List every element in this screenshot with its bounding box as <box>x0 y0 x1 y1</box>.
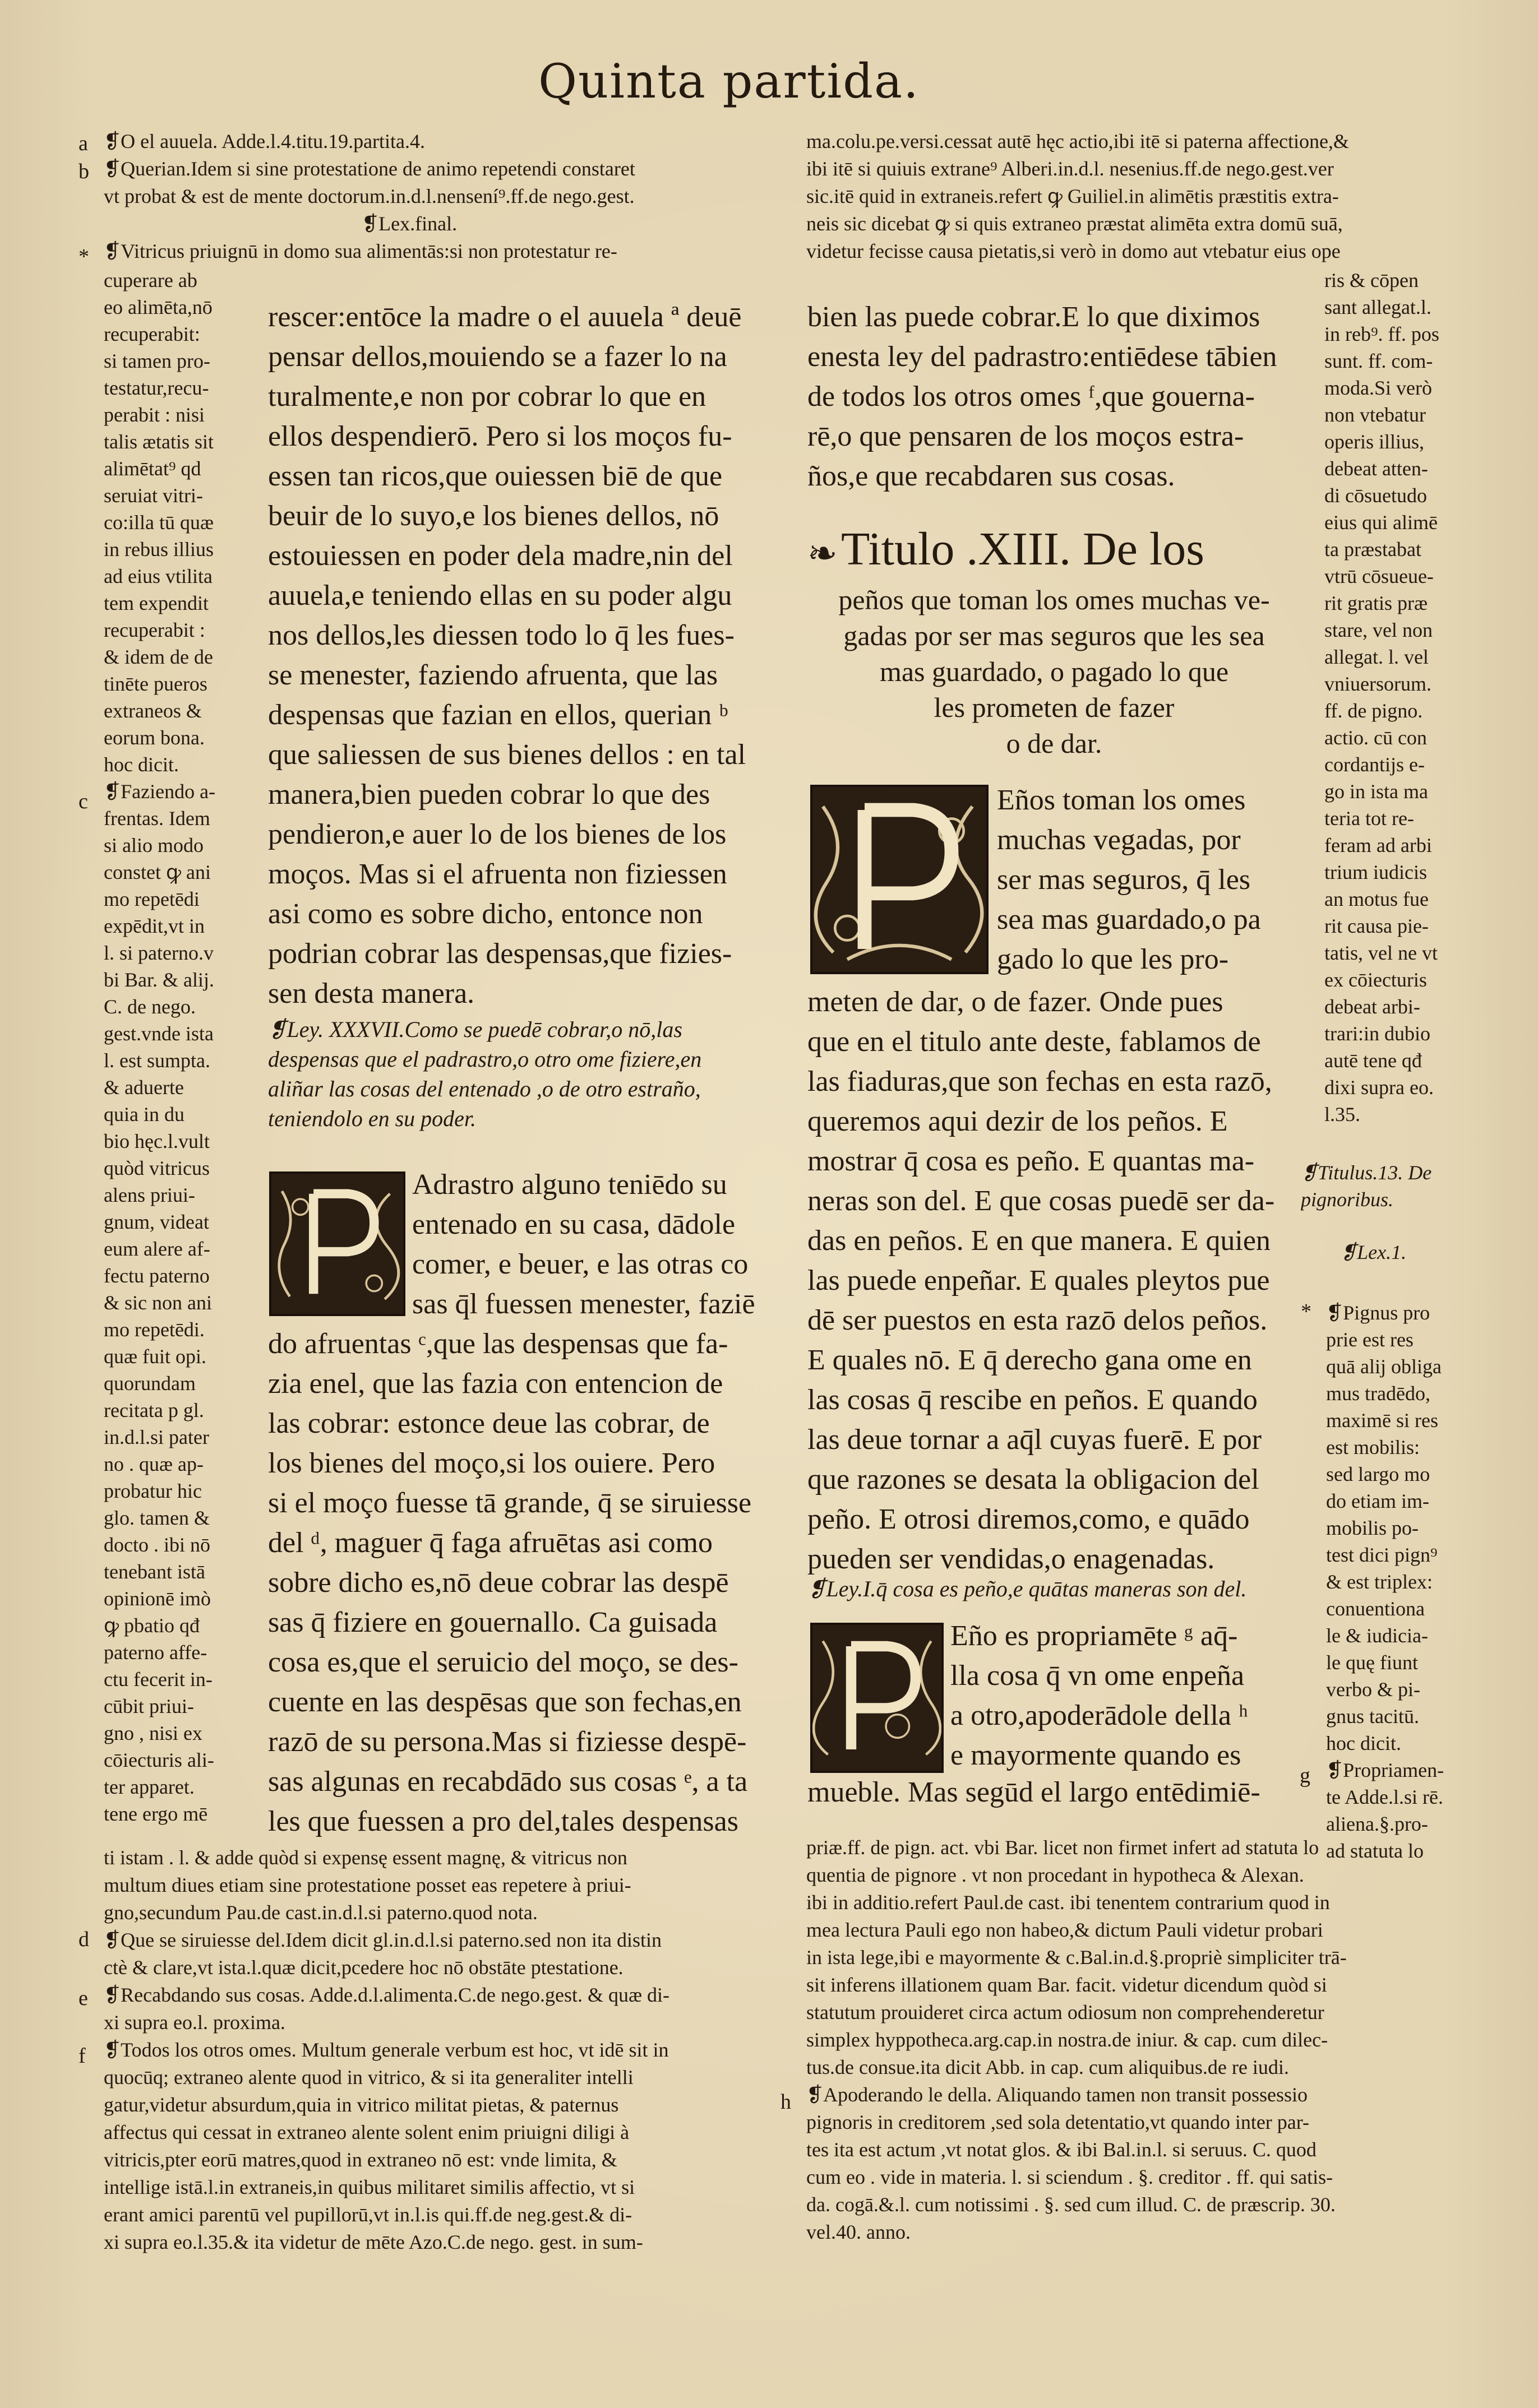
text-line: Eños toman los omes <box>997 784 1246 816</box>
text-line: las puede enpeñar. E quales pleytos pue <box>807 1265 1270 1296</box>
text-line: operis illius, <box>1324 430 1424 453</box>
text-line: test dici pign⁹ <box>1326 1544 1438 1566</box>
text-line: nos dellos,les diessen todo lo q̄ les fues- <box>268 619 735 651</box>
text-line: cōiecturis ali- <box>104 1749 214 1771</box>
text-line: tus.de consue.ita dicit Abb. in cap. cum aliquibus.de re iudi. <box>806 2056 1289 2078</box>
text-line: multum diues etiam sine protestatione posset eas repetere à priui- <box>104 1874 631 1896</box>
text-line: hoc dicit. <box>104 753 179 776</box>
text-line: E quales nō. E q̄ derecho gana ome en <box>807 1344 1252 1376</box>
text-line: ❡Faziendo a- <box>104 780 216 803</box>
text-line: alens priui- <box>104 1184 195 1206</box>
right-narrow-gloss-b <box>1326 1299 1483 1899</box>
text-line: ff. de pigno. <box>1324 700 1423 722</box>
note-marker-star: * <box>78 245 89 268</box>
text-line: ti istam . l. & adde quòd si expensę essent magnę, & vitricus non <box>104 1846 627 1869</box>
right-main-text-c <box>807 1772 1301 1817</box>
text-line: rit causa pie- <box>1324 915 1429 937</box>
text-line: que en el titulo ante deste, fablamos de <box>807 1026 1261 1058</box>
text-line: mo repetēdi <box>104 888 200 910</box>
note-marker-g: g <box>1300 1764 1310 1788</box>
text-line: les que fuessen a pro del,tales despensas <box>268 1805 738 1837</box>
text-line: si el moço fuesse tā grande, q̄ se siruiesse <box>268 1487 752 1519</box>
text-line: ibi itē si quiuis extrane⁹ Alberi.in.d.l. nesenius.ff.de nego.gest.ver <box>806 158 1334 180</box>
text-line: affectus qui cessat in extraneo alente solent enim priuigni diligi à <box>104 2121 630 2143</box>
text-line: l. si paterno.v <box>104 942 214 964</box>
text-line: ❡Que se siruiesse del.Idem dicit gl.in.d.l.si paterno.sed non ita distin <box>104 1929 662 1951</box>
text-line: pendieron,e auer lo de los bienes de los <box>268 818 727 850</box>
text-line: extraneos & <box>104 700 202 722</box>
text-line: sas algunas en recabdādo sus cosas ᵉ, a ta <box>268 1766 748 1798</box>
text-line: do afruentas ᶜ,que las despensas que fa- <box>268 1328 728 1360</box>
title-line: gadas por ser mas seguros que les sea <box>843 619 1265 651</box>
left-top-gloss <box>104 128 793 274</box>
note-marker-star-2: * <box>1301 1300 1311 1323</box>
text-line: vitricis,pter eorū matres,quod in extraneo nō est: vnde limita, & <box>104 2148 617 2171</box>
gloss-line: ❡Querian.Idem si sine protestatione de animo repetendi constaret <box>104 158 635 180</box>
text-line: priæ.ff. de pign. act. vbi Bar. licet non firmet infert ad statuta lo <box>806 1836 1319 1859</box>
text-line: las cobrar: estonce deue las cobrar, de <box>268 1407 710 1439</box>
left-main-text-a <box>268 297 767 1026</box>
right-top-gloss <box>806 128 1468 274</box>
note-marker-h: h <box>780 2090 791 2114</box>
text-line: tem expendit <box>104 592 209 614</box>
text-line: & idem de de <box>104 646 213 668</box>
text-line: dē ser puestos en esta razō delos peños. <box>807 1304 1268 1336</box>
text-line: rescer:entōce la madre o el auuela ª deuē <box>268 301 742 333</box>
text-line: perabit : nisi <box>104 404 205 426</box>
right-main-text-a <box>807 297 1301 504</box>
text-line: statutum prouideret circa actum odiosum non comprehenderetur <box>806 2001 1324 2023</box>
text-line: rē,o que pensaren de los moços estra- <box>807 420 1244 452</box>
text-line: frentas. Idem <box>104 807 210 830</box>
fleuron-icon: ❧ <box>807 533 838 573</box>
text-line: asi como es sobre dicho, entonce non <box>268 898 703 930</box>
text-line: gatur,videtur absurdum,quia in vitrico militat pietas, & paternus <box>104 2094 619 2116</box>
right-main-text-b <box>807 982 1301 1582</box>
text-line: fectu paterno <box>104 1265 210 1287</box>
text-line: sen desta manera. <box>268 978 475 1009</box>
text-line: razō de su persona.Mas si fiziesse despē- <box>268 1726 747 1758</box>
text-line: ctè & clare,vt ista.l.quæ dicit,pcedere hoc nō obstāte ptestatione. <box>104 1956 623 1979</box>
text-line: te Adde.l.si rē. <box>1326 1786 1443 1808</box>
title-line: mas guardado, o pagado lo que <box>879 655 1229 687</box>
text-line: sas q̄ fiziere en gouernallo. Ca guisada <box>268 1606 718 1638</box>
text-line: sic.itē quid in extraneis.refert ꝙ Guiliel.in alimētis præstitis extra- <box>806 185 1339 207</box>
text-line: eo alimēta,nō <box>104 296 213 318</box>
right-narrow-gloss <box>1324 267 1481 1141</box>
text-line: si alio modo <box>104 834 204 856</box>
text-line: moda.Si verò <box>1324 377 1432 399</box>
text-line: non vtebatur <box>1324 404 1426 426</box>
text-line: est mobilis: <box>1326 1436 1420 1458</box>
text-line: lla cosa q̄ vn ome enpeña <box>950 1660 1245 1692</box>
text-line: si tamen pro- <box>104 350 210 372</box>
text-line: hoc dicit. <box>1326 1732 1401 1754</box>
text-line: ❡Ley. XXXVII.Como se puedē cobrar,o nō,las <box>268 1017 682 1042</box>
text-line: gno , nisi ex <box>104 1722 202 1744</box>
text-line: ad statuta lo <box>1326 1840 1424 1862</box>
text-line: Adrastro alguno teniēdo su <box>412 1169 727 1201</box>
left-bottom-gloss <box>104 1844 793 2270</box>
text-line: aliñar las cosas del entenado ,o de otro estraño, <box>268 1076 701 1101</box>
text-line: sant allegat.l. <box>1324 296 1431 318</box>
text-line: l.35. <box>1324 1103 1361 1126</box>
text-line: eorum bona. <box>104 726 205 749</box>
text-line: que saliessen de sus bienes dellos : en tal <box>268 739 746 771</box>
text-line: seruiat vitri- <box>104 484 203 507</box>
text-line: ꝙ pbatio qđ <box>104 1614 200 1637</box>
text-line: cuente en las despēsas que son fechas,en <box>268 1686 742 1718</box>
text-line: recuperabit : <box>104 619 205 641</box>
text-line: despensas que fazian en ellos, querian ᵇ <box>268 699 728 731</box>
text-line: cosa es,que el seruicio del moço, se des- <box>268 1646 738 1678</box>
text-line: bien las puede cobrar.E lo que diximos <box>807 301 1260 333</box>
text-line: que razones se desata la obligacion del <box>807 1464 1259 1495</box>
text-line: sas q̄l fuessen menester, faziē <box>412 1288 755 1320</box>
text-line: ter apparet. <box>104 1776 195 1798</box>
title-block <box>807 521 1301 768</box>
text-line: neis sic dicebat ꝙ si quis extraneo præstat alimēta extra domū suā, <box>806 212 1343 235</box>
text-line: mo repetēdi. <box>104 1318 205 1341</box>
text-line: peño. E otrosi diremos,como, e quādo <box>807 1503 1250 1535</box>
text-line: rit gratis præ <box>1324 592 1428 614</box>
title-line: les prometen de fazer <box>934 691 1175 723</box>
text-line: do etiam im- <box>1326 1490 1429 1512</box>
text-line: & sic non ani <box>104 1291 212 1314</box>
text-line: recuperabit: <box>104 323 200 345</box>
title-heading: Titulo .XIII. De los <box>841 523 1204 575</box>
text-line: se menester, faziendo afruenta, que las <box>268 659 718 691</box>
text-line: le & iudicia- <box>1326 1624 1428 1647</box>
text-line: turalmente,e non por cobrar lo que en <box>268 381 706 413</box>
text-line: mobilis po- <box>1326 1517 1419 1539</box>
text-line: in reb⁹. ff. pos <box>1324 323 1439 345</box>
text-line: glo. tamen & <box>104 1507 210 1529</box>
left-narrow-gloss <box>104 267 255 1915</box>
text-line: le quę fiunt <box>1326 1651 1418 1674</box>
rubric-line: ❡Ley.I.q̄ cosa es peño,e quātas maneras son del. <box>807 1576 1247 1601</box>
text-line: sed largo mo <box>1326 1463 1430 1485</box>
text-line: cordantijs e- <box>1324 753 1425 776</box>
text-line: teria tot re- <box>1324 807 1414 830</box>
text-line: an motus fue <box>1324 888 1429 910</box>
text-line: ma.colu.pe.versi.cessat autē hęc actio,ibi itē si paterna affectione,& <box>806 130 1349 152</box>
text-line: eius qui alimē <box>1324 511 1438 534</box>
text-line: co:illa tū quæ <box>104 511 214 534</box>
text-line: vtrū cōsueue- <box>1324 565 1434 587</box>
text-line: comer, e beuer, e las otras co <box>412 1248 749 1280</box>
text-line: gnus tacitū. <box>1326 1705 1419 1728</box>
text-line: testatur,recu- <box>104 377 209 399</box>
text-line: tinēte pueros <box>104 673 207 695</box>
text-line: del ᵈ, maguer q̄ faga afruētas asi como <box>268 1527 713 1559</box>
text-line: cūbit priui- <box>104 1695 194 1717</box>
text-line: constet ꝙ ani <box>104 861 211 883</box>
title-subtitle <box>807 582 1301 761</box>
text-line: ❡Todos los otros omes. Multum generale verbum est hoc, vt idē sit in <box>104 2039 669 2061</box>
text-line: expēdit,vt in <box>104 915 205 937</box>
decorated-initial-P-icon <box>810 785 989 974</box>
text-line: opinionē imò <box>104 1587 211 1610</box>
text-line: pueden ser vendidas,o enagenadas. <box>807 1543 1215 1575</box>
text-line: debeat arbi- <box>1324 995 1420 1018</box>
text-line: conuentiona <box>1326 1597 1425 1620</box>
text-line: ris & cōpen <box>1324 269 1419 291</box>
text-line: manera,bien pueden cobrar lo que des <box>268 779 710 811</box>
text-line: meten de dar, o de fazer. Onde pues <box>807 986 1223 1018</box>
text-line: quorundam <box>104 1372 196 1395</box>
text-line: tene ergo mē <box>104 1803 208 1825</box>
text-line: ex cōiecturis <box>1324 969 1427 991</box>
text-line: actio. cū con <box>1324 726 1427 749</box>
text-line: beuir de lo suyo,e los bienes dellos, nō <box>268 500 719 532</box>
text-line: estouiessen en poder dela madre,nin del <box>268 540 733 572</box>
text-line: mueble. Mas segūd el largo entēdimiē- <box>807 1776 1260 1808</box>
text-line: ad eius vtilita <box>104 565 213 587</box>
left-main-text-b <box>268 1324 773 1851</box>
text-line: go in ista ma <box>1324 780 1428 803</box>
text-line: tatis, vel ne vt <box>1324 942 1438 964</box>
text-line: pensar dellos,mouiendo se a fazer lo na <box>268 341 727 373</box>
text-line: sit inferens illationem quam Bar. facit. videtur dicendum quòd si <box>806 1974 1327 1996</box>
text-line: videtur fecisse causa pietatis,si verò in domo aut vtebatur eius ope <box>806 240 1341 262</box>
text-line: ños,e que recabdaren sus cosas. <box>807 460 1175 492</box>
right-bottom-gloss <box>806 1834 1490 2271</box>
text-line: ❡Lex.1. <box>1340 1241 1407 1263</box>
text-line: das en peños. E en que manera. E quien <box>807 1225 1271 1257</box>
text-line: las deue tornar a aq̄l cuyas fuerē. E por <box>807 1424 1262 1456</box>
text-line: sunt. ff. com- <box>1324 350 1433 372</box>
text-line: ❡Recabdando sus cosas. Adde.d.l.alimenta.C.de nego.gest. & quæ di- <box>104 1984 669 2006</box>
text-line: gnum, videat <box>104 1211 209 1233</box>
note-marker-d: d <box>78 1928 89 1951</box>
text-line: aliena.§.pro- <box>1326 1813 1428 1835</box>
text-line: gado lo que les pro- <box>997 943 1229 975</box>
text-line: zia enel, que las fazia con entencion de <box>268 1368 723 1400</box>
text-line: in ista lege,ibi e mayormente & c.Bal.in.d.§.propriè simpliciter trā- <box>806 1946 1347 1969</box>
text-line: & aduerte <box>104 1076 184 1099</box>
text-line: quæ fuit opi. <box>104 1345 207 1368</box>
text-line: bi Bar. & alij. <box>104 969 214 991</box>
text-line: no . quæ ap- <box>104 1453 204 1475</box>
right-initial-text-1 <box>997 780 1311 982</box>
text-line: xi supra eo.l. proxima. <box>104 2011 285 2034</box>
text-line: ❡Titulus.13. De <box>1301 1161 1432 1184</box>
decorated-initial-P-icon <box>269 1171 405 1316</box>
text-line: trium iudicis <box>1324 861 1427 883</box>
note-marker-f: f <box>78 2044 86 2068</box>
text-line: debeat atten- <box>1324 457 1428 480</box>
text-line: ❡Propriamen- <box>1326 1759 1444 1781</box>
text-line: sobre dicho es,nō deue cobrar las despē <box>268 1567 729 1599</box>
text-line: ❡Apoderando le della. Aliquando tamen non transit possessio <box>806 2083 1308 2106</box>
text-line: quocūq; extraneo alente quod in vitrico, & si ita generaliter intelli <box>104 2066 634 2089</box>
right-narrow-lex-ref <box>1340 1239 1480 1272</box>
text-line: essen tan ricos,que ouiessen biē de que <box>268 460 723 492</box>
text-line: autē tene qđ <box>1324 1049 1422 1072</box>
text-line: xi supra eo.l.35.& ita videtur de mēte Azo.C.de nego. gest. in sum- <box>104 2231 643 2253</box>
text-line: eum alere af- <box>104 1238 210 1260</box>
text-line: l. est sumpta. <box>104 1049 210 1072</box>
left-initial-text <box>412 1165 771 1327</box>
text-line: bio hęc.l.vult <box>104 1130 210 1152</box>
text-line: allegat. l. vel <box>1324 646 1429 668</box>
text-line: las cosas q̄ rescibe en peños. E quando <box>807 1384 1258 1416</box>
text-line: teniendolo en su poder. <box>268 1106 477 1131</box>
running-header: Quinta partida. <box>538 54 920 109</box>
text-line: entenado en su casa, dādole <box>412 1208 736 1240</box>
text-line: docto . ibi nō <box>104 1534 210 1556</box>
right-initial-text-2 <box>950 1616 1309 1779</box>
text-line: muchas vegadas, por <box>997 824 1241 856</box>
gloss-line: ❡O el auuela. Adde.l.4.titu.19.partita.4. <box>104 130 426 152</box>
text-line: cuperare ab <box>104 269 197 291</box>
text-line: neras son del. E que cosas puedē ser da- <box>807 1185 1275 1217</box>
text-line: quā alij obliga <box>1326 1355 1442 1378</box>
text-line: e mayormente quando es <box>950 1739 1241 1771</box>
text-line: sea mas guardado,o pa <box>997 904 1261 936</box>
text-line: Eño es propriamēte ᵍ aq̄- <box>950 1620 1238 1652</box>
text-line: mostrar q̄ cosa es peño. E quantas ma- <box>807 1145 1255 1177</box>
text-line: a otro,apoderādole della ʰ <box>950 1700 1248 1731</box>
text-line: di cōsuetudo <box>1324 484 1427 507</box>
text-line: da. cogā.&.l. cum notissimi . §. sed cum illud. C. de præscrip. 30. <box>806 2193 1336 2216</box>
note-marker-b: b <box>78 160 89 183</box>
text-line: mus tradēdo, <box>1326 1382 1430 1405</box>
text-line: intellige istā.l.in extraneis,in quibus militaret similis affectio, vt si <box>104 2176 635 2198</box>
text-line: cum eo . vide in materia. l. si sciendum . §. creditor . ff. qui satis- <box>806 2166 1333 2188</box>
text-line: trari:in dubio <box>1324 1022 1430 1045</box>
text-line: alimētat⁹ qd <box>104 457 201 480</box>
note-marker-a: a <box>78 132 88 155</box>
text-line: simplex hyppotheca.arg.cap.in nostra.de iniur. & cap. cum dilec- <box>806 2029 1328 2051</box>
text-line: prie est res <box>1326 1328 1414 1351</box>
text-line: pignoribus. <box>1301 1188 1394 1211</box>
text-line: in rebus illius <box>104 538 214 561</box>
text-line: de todos los otros omes ᶠ,que gouerna- <box>807 381 1255 413</box>
text-line: probatur hic <box>104 1480 202 1502</box>
text-line: pignoris in creditorem ,sed sola detentatio,vt quando inter par- <box>806 2111 1310 2133</box>
text-line: erant amici parentū vel pupillorū,vt in.l.is qui.ff.de neg.gest.& di- <box>104 2203 632 2226</box>
text-line: enesta ley del padrastro:entiēdese tābien <box>807 341 1277 373</box>
gloss-line: vt probat & est de mente doctorum.in.d.l.nensení⁹.ff.de nego.gest. <box>104 185 635 207</box>
title-line: o de dar. <box>1006 727 1102 759</box>
text-line: ser mas seguros, q̄ les <box>997 864 1251 896</box>
text-line: ctu fecerit in- <box>104 1668 213 1691</box>
text-line: mea lectura Pauli ego non habeo,& dictum Pauli videtur probari <box>806 1919 1323 1941</box>
text-line: ta præstabat <box>1324 538 1421 561</box>
text-line: talis ætatis sit <box>104 430 214 453</box>
text-line: vniuersorum. <box>1324 673 1431 695</box>
left-law-rubric <box>268 1015 773 1143</box>
text-line: despensas que el padrastro,o otro ome fiziere,en <box>268 1046 702 1072</box>
text-line: dixi supra eo. <box>1324 1076 1434 1099</box>
right-narrow-title-ref <box>1301 1159 1480 1221</box>
text-line: quentia de pignore . vt non procedant in hypotheca & Alexan. <box>806 1864 1304 1886</box>
text-line: quòd vitricus <box>104 1157 210 1179</box>
note-marker-e: e <box>78 1986 88 2010</box>
text-line: paterno affe- <box>104 1641 207 1664</box>
text-line: in.d.l.si pater <box>104 1426 209 1448</box>
text-line: maximē si res <box>1326 1409 1438 1432</box>
text-line: recitata p gl. <box>104 1399 204 1421</box>
text-line: las fiaduras,que son fechas en esta razō, <box>807 1066 1272 1098</box>
text-line: C. de nego. <box>104 995 196 1018</box>
text-line: ellos despendierō. Pero si los moços fu- <box>268 420 732 452</box>
text-line: moços. Mas si el afruenta non fiziessen <box>268 858 727 890</box>
text-line: queremos aqui dezir de los peños. E <box>807 1105 1228 1137</box>
gloss-line: ❡Lex.final. <box>362 212 458 235</box>
text-line: feram ad arbi <box>1324 834 1432 856</box>
text-line: gno,secundum Pau.de cast.in.d.l.si paterno.quod nota. <box>104 1901 538 1924</box>
text-line: vel.40. anno. <box>806 2221 911 2243</box>
text-line: tenebant istā <box>104 1560 205 1583</box>
gloss-line: ❡Vitricus priuignū in domo sua alimentās:si non protestatur re- <box>104 240 617 262</box>
decorated-initial-P-icon <box>810 1623 944 1773</box>
text-line: stare, vel non <box>1324 619 1433 641</box>
text-line: quia in du <box>104 1103 184 1126</box>
note-marker-c: c <box>78 790 88 813</box>
text-line: los bienes del moço,si los ouiere. Pero <box>268 1447 715 1479</box>
text-line: gest.vnde ista <box>104 1022 214 1045</box>
text-line: verbo & pi- <box>1326 1678 1420 1701</box>
text-line: & est triplex: <box>1326 1571 1433 1593</box>
title-line: peños que toman los omes muchas ve- <box>838 584 1270 615</box>
text-line: ibi in additio.refert Paul.de cast. ibi tenentem contrarium quod in <box>806 1891 1330 1914</box>
text-line: podrian cobrar las despensas,que fizies- <box>268 938 732 970</box>
text-line: auuela,e teniendo ellas en su poder algu <box>268 580 732 612</box>
right-law-rubric <box>807 1574 1312 1608</box>
text-line: ❡Pignus pro <box>1326 1302 1430 1324</box>
text-line: tes ita est actum ,vt notat glos. & ibi Bal.in.l. si seruus. C. quod <box>806 2138 1317 2161</box>
